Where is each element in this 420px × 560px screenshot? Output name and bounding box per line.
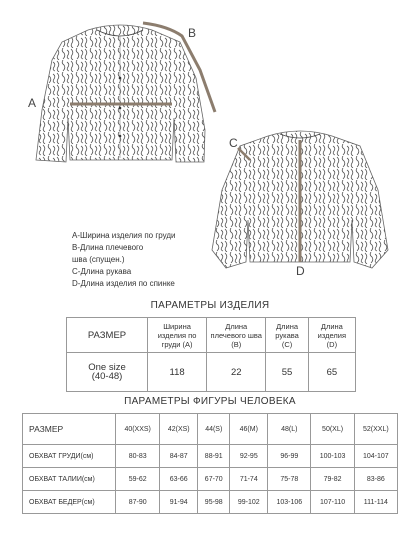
table-cell: 65 — [308, 353, 355, 392]
table-header-cell: Длина плечевого шва (B) — [207, 318, 266, 353]
table-cell: 87-90 — [116, 491, 160, 514]
size-cell — [67, 353, 148, 392]
table-cell: 96-99 — [268, 445, 311, 468]
size-line: One size — [88, 362, 126, 373]
table-cell: 63-66 — [160, 468, 198, 491]
product-params-title: ПАРАМЕТРЫ ИЗДЕЛИЯ — [150, 300, 270, 311]
table-header-cell: 40(XXS) — [116, 414, 160, 445]
table-header-cell: РАЗМЕР — [67, 318, 148, 353]
legend-line: B-Длина плечевого — [72, 243, 144, 252]
table-cell: 88-91 — [198, 445, 230, 468]
table-header-cell: 50(XL) — [311, 414, 354, 445]
front-jacket-drawing — [36, 25, 205, 162]
table-row — [23, 445, 398, 468]
legend-line: D-Длина изделия по спинке — [72, 279, 175, 288]
table-cell: 103-106 — [268, 491, 311, 514]
legend-line: C-Длина рукава — [72, 267, 132, 276]
label-b: B — [188, 26, 197, 40]
table-row — [67, 318, 356, 353]
table-header-cell: 44(S) — [198, 414, 230, 445]
table-header-cell: 48(L) — [268, 414, 311, 445]
table-header-cell: 52(XXL) — [354, 414, 397, 445]
table-cell: 84-87 — [160, 445, 198, 468]
table-cell: 107-110 — [311, 491, 354, 514]
table-header-cell: РАЗМЕР — [23, 414, 116, 445]
legend-line: шва (спущен.) — [72, 255, 125, 264]
table-header-cell: 46(M) — [230, 414, 268, 445]
size-line: (40-48) — [91, 371, 123, 382]
table-cell: 79-82 — [311, 468, 354, 491]
table-row — [23, 491, 398, 514]
table-cell: 59-62 — [116, 468, 160, 491]
row-label: ОБХВАТ ГРУДИ(см) — [23, 445, 116, 468]
label-a: A — [28, 96, 37, 110]
measurement-legend — [72, 230, 175, 290]
table-header-cell: 42(XS) — [160, 414, 198, 445]
row-label: ОБХВАТ ТАЛИИ(см) — [23, 468, 116, 491]
table-row — [23, 468, 398, 491]
label-c: C — [229, 136, 238, 150]
label-d: D — [296, 264, 305, 278]
table-cell: 71-74 — [230, 468, 268, 491]
table-header-cell: Длина рукава (C) — [266, 318, 308, 353]
table-cell: 100-103 — [311, 445, 354, 468]
table-header-cell: Длина изделия (D) — [308, 318, 355, 353]
table-cell: 99-102 — [230, 491, 268, 514]
body-params-table — [22, 413, 398, 514]
row-label: ОБХВАТ БЕДЕР(см) — [23, 491, 116, 514]
table-cell: 75-78 — [268, 468, 311, 491]
table-cell: 22 — [207, 353, 266, 392]
table-row — [23, 414, 398, 445]
table-cell: 111-114 — [354, 491, 397, 514]
table-cell: 118 — [148, 353, 207, 392]
table-row — [67, 353, 356, 392]
body-params-title: ПАРАМЕТРЫ ФИГУРЫ ЧЕЛОВЕКА — [124, 396, 296, 407]
table-cell: 55 — [266, 353, 308, 392]
legend-line: A-Ширина изделия по груди — [72, 231, 176, 240]
table-cell: 91-94 — [160, 491, 198, 514]
table-cell: 67-70 — [198, 468, 230, 491]
table-cell: 80-83 — [116, 445, 160, 468]
table-cell: 95-98 — [198, 491, 230, 514]
table-cell: 92-95 — [230, 445, 268, 468]
product-params-table — [66, 317, 356, 392]
table-cell: 83-86 — [354, 468, 397, 491]
table-header-cell: Ширина изделия по груди (A) — [148, 318, 207, 353]
table-cell: 104-107 — [354, 445, 397, 468]
